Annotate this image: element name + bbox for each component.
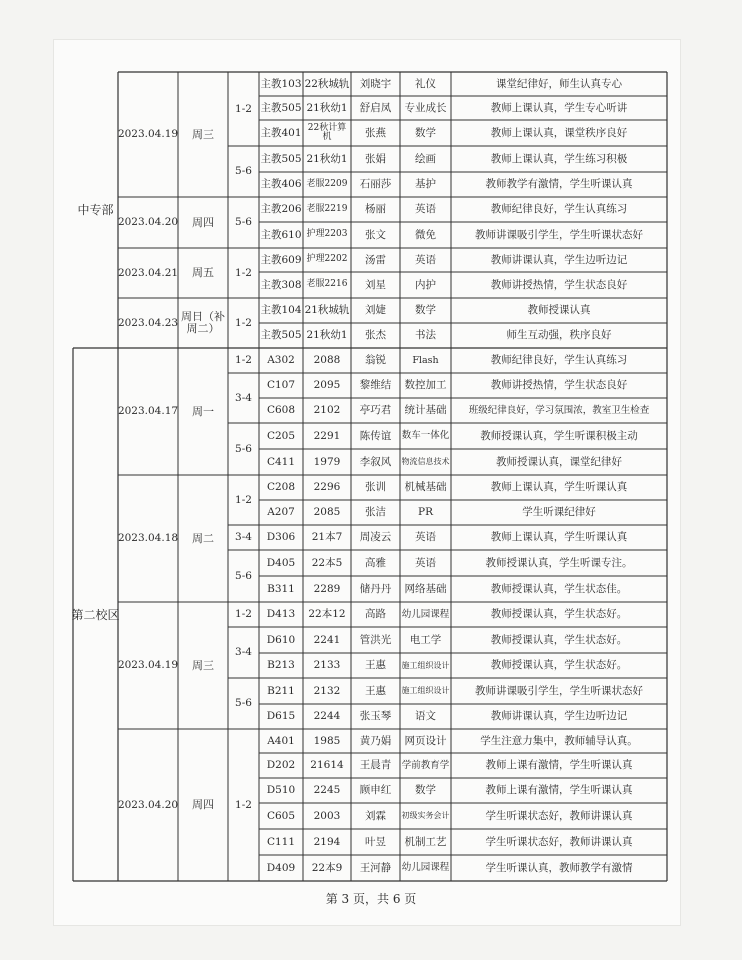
classroom-cell: D413 xyxy=(266,608,296,621)
class-cell: 1985 xyxy=(313,734,341,747)
course-cell: 微免 xyxy=(415,228,436,241)
course-cell: 机械基础 xyxy=(404,481,447,494)
teacher-cell: 管洪光 xyxy=(359,633,392,646)
course-cell: Flash xyxy=(412,354,439,366)
class-cell: 22本5 xyxy=(311,556,343,569)
comment-cell: 学生听课认真，教师教学有激情 xyxy=(485,861,633,874)
classroom-cell: C411 xyxy=(266,455,296,468)
teacher-cell: 王惠 xyxy=(365,684,386,697)
class-cell: 2095 xyxy=(313,379,341,392)
classroom-cell: D306 xyxy=(266,531,296,544)
teacher-cell: 顾申红 xyxy=(359,784,392,797)
class-cell: 22本9 xyxy=(311,861,343,874)
course-cell: 语文 xyxy=(415,710,436,723)
course-cell: 数学 xyxy=(415,304,436,317)
teacher-cell: 杨丽 xyxy=(365,203,386,216)
class-cell: 护理2202 xyxy=(306,254,348,265)
teacher-cell: 刘婕 xyxy=(365,304,386,317)
course-cell: 英语 xyxy=(415,531,436,544)
teacher-cell: 张洁 xyxy=(365,506,386,519)
period-cell: 3-4 xyxy=(235,646,252,659)
comment-cell: 教师上课认真，学生专心听讲 xyxy=(490,101,628,114)
course-cell: 数控加工 xyxy=(404,379,447,392)
teacher-cell: 高路 xyxy=(365,608,386,621)
period-cell: 3-4 xyxy=(235,531,252,544)
campus-cell: 中专部 xyxy=(77,203,114,217)
campus-cell: 第二校区 xyxy=(71,607,120,622)
classroom-cell: 主教610 xyxy=(260,228,302,241)
comment-cell: 教师教学有激情，学生听课认真 xyxy=(485,178,633,191)
comment-cell: 教师上课有激情，学生听课认真 xyxy=(485,759,633,772)
comment-cell: 教师讲课吸引学生，学生听课状态好 xyxy=(475,684,643,697)
classroom-cell: 主教308 xyxy=(260,278,302,291)
class-cell: 2296 xyxy=(313,481,341,494)
class-cell: 21614 xyxy=(310,759,344,772)
classroom-cell: D202 xyxy=(266,759,296,772)
weekday-cell: 周四 xyxy=(192,798,214,812)
classroom-cell: 主教206 xyxy=(260,203,302,216)
class-cell: 21秋幼1 xyxy=(306,152,348,165)
comment-cell: 教师授课认真，学生听课专注。 xyxy=(485,556,633,569)
teacher-cell: 李叙风 xyxy=(359,455,392,468)
course-cell: 网页设计 xyxy=(404,734,447,747)
comment-cell: 教师授课认真 xyxy=(527,304,591,317)
class-cell: 2003 xyxy=(313,809,341,822)
teacher-cell: 张文 xyxy=(365,228,386,241)
course-cell: 礼仪 xyxy=(415,77,436,90)
teacher-cell: 黎维结 xyxy=(359,379,392,392)
weekday-cell: 周一 xyxy=(192,404,214,418)
course-cell: 施工组织设计 xyxy=(401,686,450,695)
classroom-cell: D610 xyxy=(266,633,296,646)
comment-cell: 学生注意力集中，教师辅导认真。 xyxy=(480,734,638,747)
classroom-cell: C205 xyxy=(266,429,296,442)
class-cell: 老服2219 xyxy=(306,203,348,214)
classroom-cell: D615 xyxy=(266,710,296,723)
classroom-cell: B311 xyxy=(267,582,295,595)
class-cell: 2291 xyxy=(313,429,341,442)
classroom-cell: B211 xyxy=(267,684,295,697)
comment-cell: 教师讲课吸引学生，学生听课状态好 xyxy=(475,228,643,241)
period-cell: 5-6 xyxy=(235,165,252,178)
teacher-cell: 刘晓宇 xyxy=(359,77,392,90)
weekday-cell: 周四 xyxy=(192,215,214,229)
course-cell: PR xyxy=(418,506,433,519)
teacher-cell: 石丽莎 xyxy=(359,178,392,191)
teacher-cell: 陈传谊 xyxy=(359,429,392,442)
class-cell: 2133 xyxy=(313,659,341,672)
period-cell: 1-2 xyxy=(235,608,252,621)
comment-cell: 教师授课认真，课堂纪律好 xyxy=(496,455,622,468)
course-cell: 学前教育学 xyxy=(401,759,450,771)
teacher-cell: 张玉琴 xyxy=(359,710,392,723)
comment-cell: 教师上课认真，学生听课认真 xyxy=(490,481,628,494)
class-cell: 2088 xyxy=(313,354,341,367)
classroom-cell: 主教103 xyxy=(260,77,302,90)
class-cell: 21秋幼1 xyxy=(306,101,348,114)
teacher-cell: 周凌云 xyxy=(359,531,392,544)
period-cell: 5-6 xyxy=(235,442,252,455)
classroom-cell: C111 xyxy=(266,835,296,848)
class-cell: 2194 xyxy=(313,835,341,848)
classroom-cell: C208 xyxy=(266,481,296,494)
course-cell: 施工组织设计 xyxy=(401,660,450,670)
class-cell: 2241 xyxy=(313,633,341,646)
course-cell: 数车一体化 xyxy=(401,430,450,442)
period-cell: 5-6 xyxy=(235,216,252,229)
comment-cell: 课堂纪律好，师生认真专心 xyxy=(496,77,622,90)
classroom-cell: C605 xyxy=(266,809,296,822)
classroom-cell: 主教406 xyxy=(260,178,302,191)
comment-cell: 教师授课认真，学生状态佳。 xyxy=(490,582,628,595)
class-cell: 1979 xyxy=(313,455,341,468)
classroom-cell: 主教401 xyxy=(260,126,302,139)
period-cell: 1-2 xyxy=(235,102,252,115)
weekday-cell: 周二 xyxy=(192,531,214,545)
comment-cell: 教师授课认真，学生听课积极主动 xyxy=(480,429,638,442)
period-cell: 1-2 xyxy=(235,798,252,811)
period-cell: 1-2 xyxy=(235,266,252,279)
teacher-cell: 张训 xyxy=(365,481,386,494)
period-cell: 1-2 xyxy=(235,493,252,506)
class-cell: 21秋幼1 xyxy=(306,329,348,342)
comment-cell: 教师授课认真，学生状态好。 xyxy=(490,608,628,621)
course-cell: 英语 xyxy=(415,203,436,216)
date-cell: 2023.04.18 xyxy=(117,532,179,545)
teacher-cell: 张燕 xyxy=(365,126,386,139)
classroom-cell: 主教505 xyxy=(260,329,302,342)
class-cell: 2244 xyxy=(313,710,341,723)
course-cell: 机制工艺 xyxy=(404,835,447,848)
teacher-cell: 王河静 xyxy=(359,861,392,874)
classroom-cell: D510 xyxy=(266,784,296,797)
comment-cell: 教师上课认真，学生听课认真 xyxy=(490,531,628,544)
course-cell: 数学 xyxy=(415,126,436,139)
class-cell: 2245 xyxy=(313,784,341,797)
date-cell: 2023.04.20 xyxy=(117,216,179,229)
comment-cell: 教师讲课认真，学生边听边记 xyxy=(490,253,628,266)
teacher-cell: 汤雷 xyxy=(365,253,386,266)
teacher-cell: 刘霖 xyxy=(365,809,386,822)
classroom-cell: C608 xyxy=(266,404,296,417)
classroom-cell: A207 xyxy=(267,506,295,519)
class-cell: 22本12 xyxy=(308,608,346,621)
comment-cell: 教师纪律良好，学生认真练习 xyxy=(490,203,628,216)
comment-cell: 教师上课认真，学生练习积极 xyxy=(490,152,628,165)
teacher-cell: 储丹丹 xyxy=(359,582,392,595)
course-cell: 网络基础 xyxy=(404,582,447,595)
course-cell: 书法 xyxy=(415,329,436,342)
date-cell: 2023.04.19 xyxy=(117,128,179,141)
period-cell: 3-4 xyxy=(235,391,252,404)
comment-cell: 师生互动强，秩序良好 xyxy=(506,329,612,342)
comment-cell: 教师讲授热情，学生状态良好 xyxy=(490,278,628,291)
teacher-cell: 王晨青 xyxy=(359,759,392,772)
course-cell: 幼儿园课程 xyxy=(401,862,450,874)
date-cell: 2023.04.23 xyxy=(117,316,179,329)
course-cell: 专业成长 xyxy=(404,101,447,114)
class-cell: 2085 xyxy=(313,506,341,519)
teacher-cell: 亭巧君 xyxy=(359,404,392,417)
date-cell: 2023.04.21 xyxy=(117,266,179,279)
class-cell: 2102 xyxy=(313,404,341,417)
teacher-cell: 舒启凤 xyxy=(359,101,392,114)
comment-cell: 教师授课认真，学生状态好。 xyxy=(490,633,628,646)
course-cell: 英语 xyxy=(415,253,436,266)
comment-cell: 教师授课认真，学生状态好。 xyxy=(490,659,628,672)
date-cell: 2023.04.20 xyxy=(117,798,179,811)
course-cell: 幼儿园课程 xyxy=(401,608,450,620)
class-cell: 22秋城轨 xyxy=(304,77,350,90)
comment-cell: 教师纪律良好，学生认真练习 xyxy=(490,354,628,367)
comment-cell: 教师讲授热情，学生状态良好 xyxy=(490,379,628,392)
teacher-cell: 黄乃娟 xyxy=(359,734,392,747)
weekday-cell: 周三 xyxy=(192,127,214,141)
classroom-cell: 主教609 xyxy=(260,253,302,266)
period-cell: 1-2 xyxy=(235,316,252,329)
class-cell: 21本7 xyxy=(311,531,343,544)
class-cell: 护理2203 xyxy=(306,229,348,240)
date-cell: 2023.04.19 xyxy=(117,659,179,672)
teacher-cell: 张杰 xyxy=(365,329,386,342)
period-cell: 5-6 xyxy=(235,569,252,582)
teacher-cell: 刘星 xyxy=(365,278,386,291)
course-cell: 英语 xyxy=(415,556,436,569)
course-cell: 电工学 xyxy=(409,633,442,646)
period-cell: 5-6 xyxy=(235,697,252,710)
teacher-cell: 翁锐 xyxy=(365,354,386,367)
course-cell: 基护 xyxy=(415,178,436,191)
comment-cell: 学生听课状态好，教师讲课认真 xyxy=(485,835,633,848)
course-cell: 内护 xyxy=(415,278,436,291)
classroom-cell: 主教505 xyxy=(260,152,302,165)
class-cell: 老服2216 xyxy=(306,279,348,290)
comment-cell: 班级纪律良好，学习氛围浓，教室卫生检查 xyxy=(468,404,650,416)
class-cell: 2132 xyxy=(313,684,341,697)
classroom-cell: D409 xyxy=(266,861,296,874)
course-cell: 初级实务会计 xyxy=(401,811,450,820)
weekday-cell: 周五 xyxy=(192,266,214,280)
course-cell: 物流信息技术 xyxy=(401,457,450,466)
classroom-cell: B213 xyxy=(267,659,295,672)
course-cell: 绘画 xyxy=(415,152,436,165)
class-cell: 2289 xyxy=(313,582,341,595)
classroom-cell: D405 xyxy=(266,556,296,569)
comment-cell: 教师讲课认真，学生边听边记 xyxy=(490,710,628,723)
teacher-cell: 张娟 xyxy=(365,152,386,165)
teacher-cell: 叶昱 xyxy=(365,835,386,848)
period-cell: 1-2 xyxy=(235,354,252,367)
teacher-cell: 高雅 xyxy=(365,556,386,569)
class-cell: 21秋城轨 xyxy=(304,304,350,317)
weekday-cell: 周三 xyxy=(192,658,214,672)
date-cell: 2023.04.17 xyxy=(117,405,179,418)
weekday-cell: 周日（补周二） xyxy=(181,310,225,335)
class-cell: 22秋计算机 xyxy=(307,122,347,142)
classroom-cell: C107 xyxy=(266,379,296,392)
classroom-cell: 主教104 xyxy=(260,304,302,317)
comment-cell: 学生听课状态好，教师讲课认真 xyxy=(485,809,633,822)
teacher-cell: 王惠 xyxy=(365,659,386,672)
comment-cell: 教师上课认真，课堂秩序良好 xyxy=(490,126,628,139)
classroom-cell: A302 xyxy=(267,354,295,367)
comment-cell: 学生听课纪律好 xyxy=(522,506,596,519)
classroom-cell: 主教505 xyxy=(260,101,302,114)
course-cell: 数学 xyxy=(415,784,436,797)
comment-cell: 教师上课有激情，学生听课认真 xyxy=(485,784,633,797)
course-cell: 统计基础 xyxy=(404,404,447,417)
classroom-cell: A401 xyxy=(267,734,295,747)
page-footer: 第 3 页，共 6 页 xyxy=(325,892,417,906)
class-cell: 老服2209 xyxy=(306,178,348,189)
